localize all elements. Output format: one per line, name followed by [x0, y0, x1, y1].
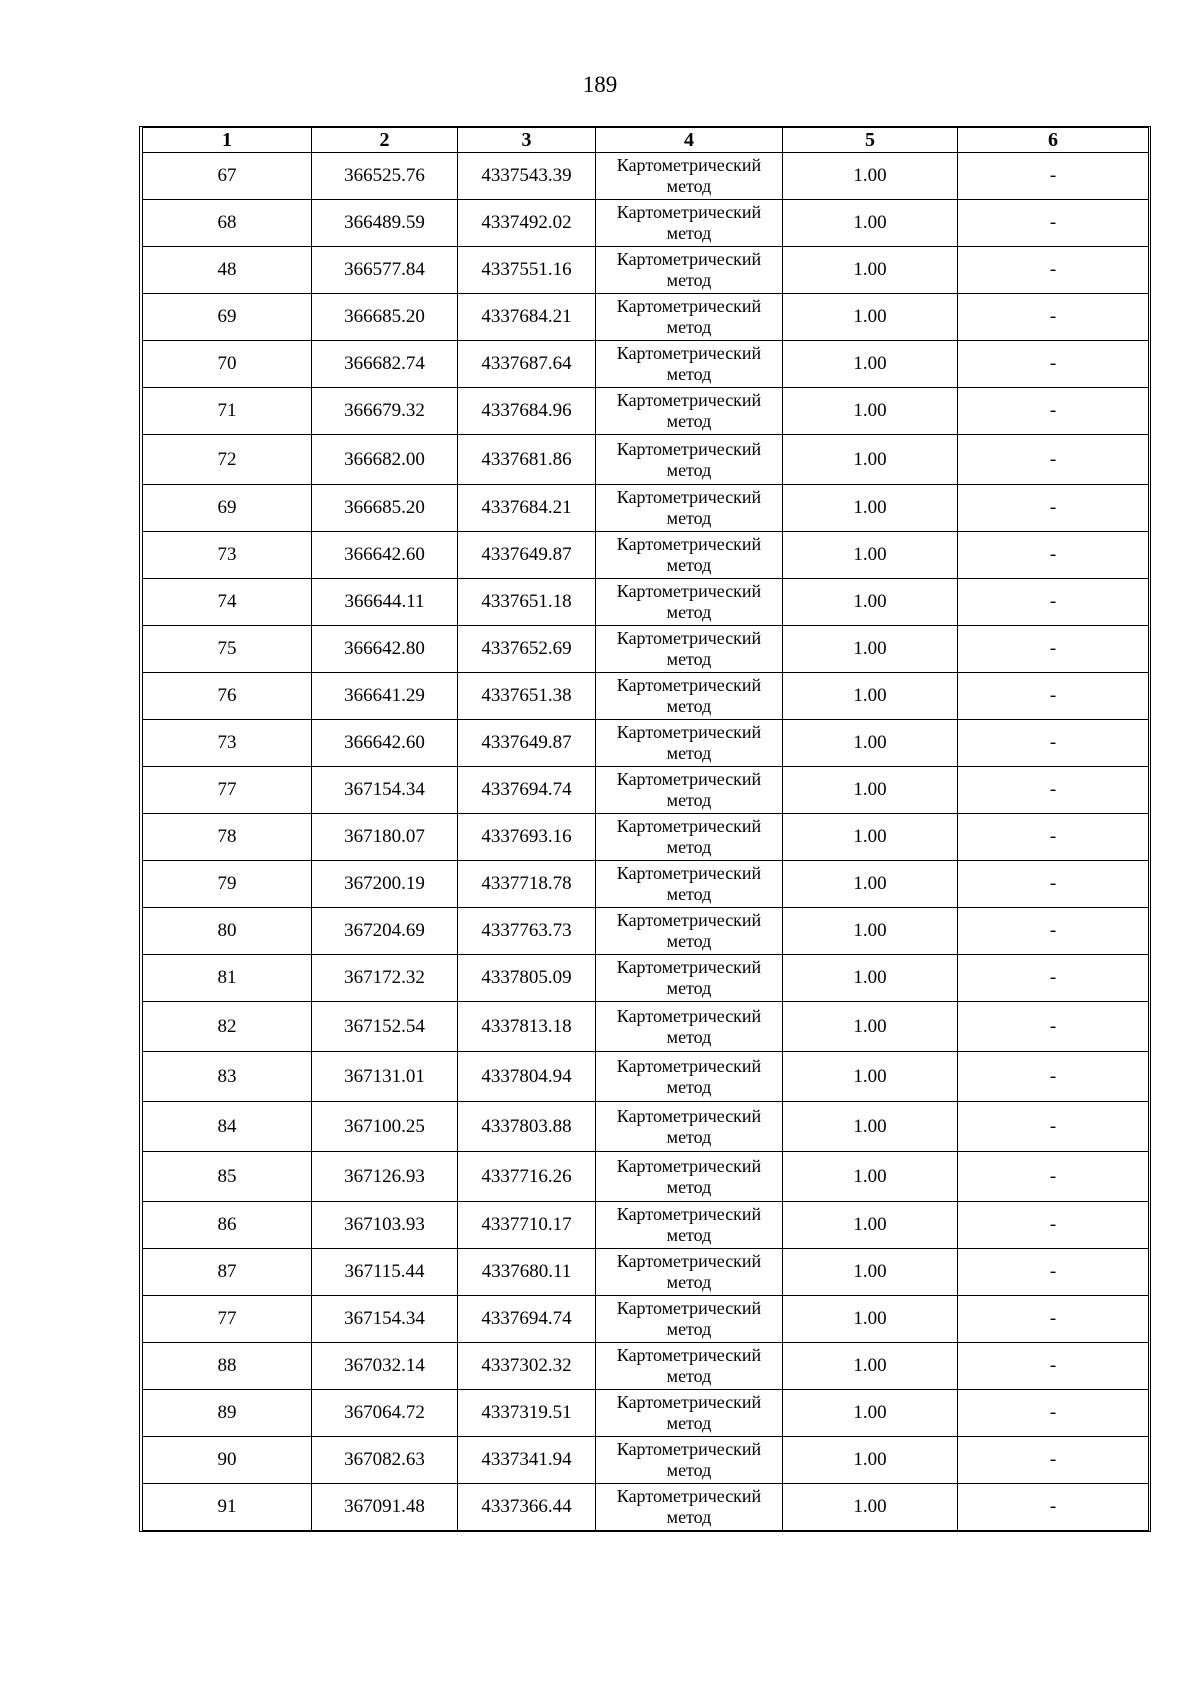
point-number-cell: 71	[143, 388, 312, 435]
y-coordinate-cell: 4337651.18	[458, 579, 596, 626]
x-coordinate-cell: 367064.72	[312, 1390, 458, 1437]
y-coordinate-cell: 4337813.18	[458, 1002, 596, 1052]
error-cell: 1.00	[783, 153, 958, 200]
note-cell: -	[958, 532, 1149, 579]
method-cell: Картометрический метод	[596, 1202, 783, 1249]
y-coordinate-cell: 4337763.73	[458, 908, 596, 955]
method-cell: Картометрический метод	[596, 626, 783, 673]
error-cell: 1.00	[783, 908, 958, 955]
point-number-cell: 91	[143, 1484, 312, 1531]
method-cell: Картометрический метод	[596, 814, 783, 861]
table-row	[143, 341, 1149, 388]
point-number-cell: 69	[143, 485, 312, 532]
y-coordinate-cell: 4337804.94	[458, 1052, 596, 1102]
x-coordinate-cell: 367200.19	[312, 861, 458, 908]
method-cell: Картометрический метод	[596, 341, 783, 388]
error-cell: 1.00	[783, 341, 958, 388]
method-cell: Картометрический метод	[596, 435, 783, 485]
point-number-cell: 80	[143, 908, 312, 955]
x-coordinate-cell: 367100.25	[312, 1102, 458, 1152]
table-header	[143, 128, 1149, 153]
y-coordinate-cell: 4337718.78	[458, 861, 596, 908]
error-cell: 1.00	[783, 435, 958, 485]
error-cell: 1.00	[783, 1202, 958, 1249]
table-row	[143, 626, 1149, 673]
error-cell: 1.00	[783, 720, 958, 767]
point-number-cell: 77	[143, 767, 312, 814]
y-coordinate-cell: 4337805.09	[458, 955, 596, 1002]
y-coordinate-cell: 4337694.74	[458, 1296, 596, 1343]
error-cell: 1.00	[783, 294, 958, 341]
method-cell: Картометрический метод	[596, 955, 783, 1002]
y-coordinate-cell: 4337803.88	[458, 1102, 596, 1152]
error-cell: 1.00	[783, 861, 958, 908]
note-cell: -	[958, 579, 1149, 626]
method-cell: Картометрический метод	[596, 908, 783, 955]
x-coordinate-cell: 366641.29	[312, 673, 458, 720]
method-cell: Картометрический метод	[596, 1437, 783, 1484]
x-coordinate-cell: 367131.01	[312, 1052, 458, 1102]
point-number-cell: 75	[143, 626, 312, 673]
note-cell: -	[958, 814, 1149, 861]
x-coordinate-cell: 367126.93	[312, 1152, 458, 1202]
method-cell: Картометрический метод	[596, 532, 783, 579]
y-coordinate-cell: 4337649.87	[458, 720, 596, 767]
table-row	[143, 532, 1149, 579]
error-cell: 1.00	[783, 1437, 958, 1484]
method-cell: Картометрический метод	[596, 388, 783, 435]
point-number-cell: 72	[143, 435, 312, 485]
method-cell: Картометрический метод	[596, 153, 783, 200]
note-cell: -	[958, 720, 1149, 767]
x-coordinate-cell: 366642.60	[312, 720, 458, 767]
note-cell: -	[958, 388, 1149, 435]
x-coordinate-cell: 367103.93	[312, 1202, 458, 1249]
table-row	[143, 1002, 1149, 1052]
method-cell: Картометрический метод	[596, 247, 783, 294]
table-row	[143, 1296, 1149, 1343]
column-header: 3	[458, 128, 596, 153]
error-cell: 1.00	[783, 1249, 958, 1296]
point-number-cell: 70	[143, 341, 312, 388]
error-cell: 1.00	[783, 1102, 958, 1152]
column-header: 5	[783, 128, 958, 153]
table-row	[143, 1052, 1149, 1102]
error-cell: 1.00	[783, 767, 958, 814]
point-number-cell: 74	[143, 579, 312, 626]
note-cell: -	[958, 626, 1149, 673]
table-row	[143, 388, 1149, 435]
column-header: 1	[143, 128, 312, 153]
error-cell: 1.00	[783, 1484, 958, 1531]
x-coordinate-cell: 367204.69	[312, 908, 458, 955]
table-row	[143, 767, 1149, 814]
point-number-cell: 88	[143, 1343, 312, 1390]
x-coordinate-cell: 367154.34	[312, 767, 458, 814]
point-number-cell: 79	[143, 861, 312, 908]
method-cell: Картометрический метод	[596, 767, 783, 814]
point-number-cell: 76	[143, 673, 312, 720]
table-row	[143, 673, 1149, 720]
point-number-cell: 48	[143, 247, 312, 294]
table-row	[143, 1249, 1149, 1296]
table-row	[143, 247, 1149, 294]
y-coordinate-cell: 4337649.87	[458, 532, 596, 579]
x-coordinate-cell: 366682.00	[312, 435, 458, 485]
note-cell: -	[958, 435, 1149, 485]
point-number-cell: 89	[143, 1390, 312, 1437]
point-number-cell: 68	[143, 200, 312, 247]
method-cell: Картометрический метод	[596, 1102, 783, 1152]
table-row	[143, 579, 1149, 626]
error-cell: 1.00	[783, 626, 958, 673]
x-coordinate-cell: 367172.32	[312, 955, 458, 1002]
point-number-cell: 84	[143, 1102, 312, 1152]
note-cell: -	[958, 294, 1149, 341]
point-number-cell: 81	[143, 955, 312, 1002]
y-coordinate-cell: 4337543.39	[458, 153, 596, 200]
note-cell: -	[958, 200, 1149, 247]
method-cell: Картометрический метод	[596, 720, 783, 767]
method-cell: Картометрический метод	[596, 1249, 783, 1296]
note-cell: -	[958, 1002, 1149, 1052]
coordinates-table-frame	[139, 126, 1151, 1532]
error-cell: 1.00	[783, 1002, 958, 1052]
x-coordinate-cell: 366685.20	[312, 294, 458, 341]
x-coordinate-cell: 367082.63	[312, 1437, 458, 1484]
method-cell: Картометрический метод	[596, 1390, 783, 1437]
point-number-cell: 77	[143, 1296, 312, 1343]
table-row	[143, 1484, 1149, 1531]
table-body	[143, 153, 1149, 1531]
y-coordinate-cell: 4337319.51	[458, 1390, 596, 1437]
x-coordinate-cell: 366682.74	[312, 341, 458, 388]
coordinates-table	[142, 127, 1149, 1531]
y-coordinate-cell: 4337551.16	[458, 247, 596, 294]
note-cell: -	[958, 485, 1149, 532]
x-coordinate-cell: 367091.48	[312, 1484, 458, 1531]
error-cell: 1.00	[783, 485, 958, 532]
error-cell: 1.00	[783, 814, 958, 861]
y-coordinate-cell: 4337341.94	[458, 1437, 596, 1484]
table-row	[143, 485, 1149, 532]
column-header: 2	[312, 128, 458, 153]
x-coordinate-cell: 366489.59	[312, 200, 458, 247]
x-coordinate-cell: 366644.11	[312, 579, 458, 626]
note-cell: -	[958, 955, 1149, 1002]
method-cell: Картометрический метод	[596, 200, 783, 247]
point-number-cell: 69	[143, 294, 312, 341]
y-coordinate-cell: 4337684.21	[458, 294, 596, 341]
method-cell: Картометрический метод	[596, 579, 783, 626]
table-row	[143, 1343, 1149, 1390]
method-cell: Картометрический метод	[596, 673, 783, 720]
table-row	[143, 1390, 1149, 1437]
y-coordinate-cell: 4337680.11	[458, 1249, 596, 1296]
y-coordinate-cell: 4337302.32	[458, 1343, 596, 1390]
table-row	[143, 153, 1149, 200]
method-cell: Картометрический метод	[596, 1002, 783, 1052]
error-cell: 1.00	[783, 200, 958, 247]
table-row	[143, 955, 1149, 1002]
x-coordinate-cell: 366577.84	[312, 247, 458, 294]
point-number-cell: 83	[143, 1052, 312, 1102]
page-number: 189	[582, 72, 618, 97]
y-coordinate-cell: 4337684.21	[458, 485, 596, 532]
error-cell: 1.00	[783, 532, 958, 579]
y-coordinate-cell: 4337681.86	[458, 435, 596, 485]
y-coordinate-cell: 4337710.17	[458, 1202, 596, 1249]
point-number-cell: 86	[143, 1202, 312, 1249]
table-row	[143, 1202, 1149, 1249]
note-cell: -	[958, 1152, 1149, 1202]
table-row	[143, 814, 1149, 861]
header-row	[143, 128, 1149, 153]
note-cell: -	[958, 1052, 1149, 1102]
note-cell: -	[958, 1202, 1149, 1249]
y-coordinate-cell: 4337687.64	[458, 341, 596, 388]
note-cell: -	[958, 341, 1149, 388]
point-number-cell: 67	[143, 153, 312, 200]
note-cell: -	[958, 247, 1149, 294]
error-cell: 1.00	[783, 1390, 958, 1437]
x-coordinate-cell: 366525.76	[312, 153, 458, 200]
error-cell: 1.00	[783, 579, 958, 626]
column-header: 6	[958, 128, 1149, 153]
y-coordinate-cell: 4337694.74	[458, 767, 596, 814]
note-cell: -	[958, 1437, 1149, 1484]
point-number-cell: 90	[143, 1437, 312, 1484]
method-cell: Картометрический метод	[596, 1484, 783, 1531]
point-number-cell: 82	[143, 1002, 312, 1052]
table-row	[143, 200, 1149, 247]
x-coordinate-cell: 366679.32	[312, 388, 458, 435]
error-cell: 1.00	[783, 1296, 958, 1343]
note-cell: -	[958, 1343, 1149, 1390]
x-coordinate-cell: 367154.34	[312, 1296, 458, 1343]
x-coordinate-cell: 367152.54	[312, 1002, 458, 1052]
error-cell: 1.00	[783, 673, 958, 720]
note-cell: -	[958, 861, 1149, 908]
x-coordinate-cell: 367115.44	[312, 1249, 458, 1296]
table-row	[143, 1437, 1149, 1484]
y-coordinate-cell: 4337492.02	[458, 200, 596, 247]
x-coordinate-cell: 366642.80	[312, 626, 458, 673]
x-coordinate-cell: 366685.20	[312, 485, 458, 532]
method-cell: Картометрический метод	[596, 485, 783, 532]
note-cell: -	[958, 673, 1149, 720]
method-cell: Картометрический метод	[596, 1052, 783, 1102]
note-cell: -	[958, 908, 1149, 955]
table-row	[143, 861, 1149, 908]
y-coordinate-cell: 4337684.96	[458, 388, 596, 435]
table-row	[143, 720, 1149, 767]
error-cell: 1.00	[783, 1343, 958, 1390]
method-cell: Картометрический метод	[596, 861, 783, 908]
error-cell: 1.00	[783, 1152, 958, 1202]
note-cell: -	[958, 1249, 1149, 1296]
point-number-cell: 73	[143, 720, 312, 767]
note-cell: -	[958, 1296, 1149, 1343]
y-coordinate-cell: 4337366.44	[458, 1484, 596, 1531]
method-cell: Картометрический метод	[596, 1296, 783, 1343]
point-number-cell: 73	[143, 532, 312, 579]
note-cell: -	[958, 1484, 1149, 1531]
method-cell: Картометрический метод	[596, 1343, 783, 1390]
note-cell: -	[958, 1102, 1149, 1152]
y-coordinate-cell: 4337716.26	[458, 1152, 596, 1202]
column-header: 4	[596, 128, 783, 153]
y-coordinate-cell: 4337693.16	[458, 814, 596, 861]
table-row	[143, 1152, 1149, 1202]
error-cell: 1.00	[783, 247, 958, 294]
x-coordinate-cell: 367032.14	[312, 1343, 458, 1390]
point-number-cell: 85	[143, 1152, 312, 1202]
y-coordinate-cell: 4337652.69	[458, 626, 596, 673]
table-row	[143, 294, 1149, 341]
method-cell: Картометрический метод	[596, 294, 783, 341]
y-coordinate-cell: 4337651.38	[458, 673, 596, 720]
note-cell: -	[958, 767, 1149, 814]
note-cell: -	[958, 1390, 1149, 1437]
point-number-cell: 87	[143, 1249, 312, 1296]
table-row	[143, 435, 1149, 485]
table-row	[143, 908, 1149, 955]
error-cell: 1.00	[783, 955, 958, 1002]
point-number-cell: 78	[143, 814, 312, 861]
table-row	[143, 1102, 1149, 1152]
note-cell: -	[958, 153, 1149, 200]
x-coordinate-cell: 366642.60	[312, 532, 458, 579]
method-cell: Картометрический метод	[596, 1152, 783, 1202]
x-coordinate-cell: 367180.07	[312, 814, 458, 861]
error-cell: 1.00	[783, 388, 958, 435]
error-cell: 1.00	[783, 1052, 958, 1102]
